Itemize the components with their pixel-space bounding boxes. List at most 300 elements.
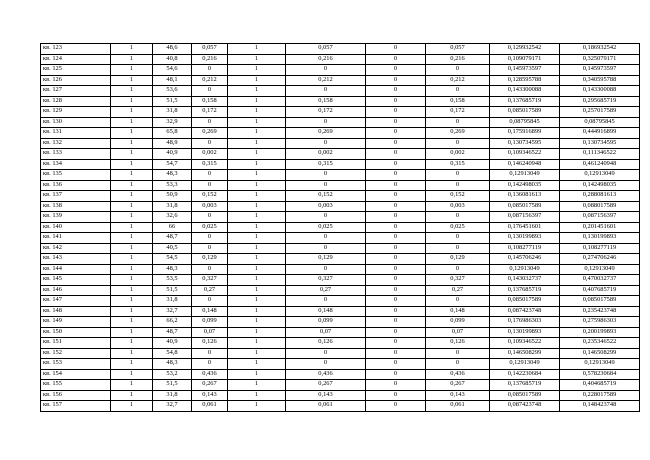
table-cell: 0,152: [192, 191, 228, 202]
table-cell: 0: [426, 170, 490, 181]
table-row: [41, 401, 640, 412]
table-cell: 0: [286, 243, 366, 254]
table-cell: 32,9: [153, 117, 192, 128]
table-cell: 0,07: [426, 327, 490, 338]
table-cell: 0: [366, 380, 426, 391]
table-cell: 0,327: [286, 275, 366, 286]
table-cell: 1: [111, 201, 153, 212]
table-cell: 1: [111, 306, 153, 317]
table-cell: 0,172: [192, 107, 228, 118]
table-row: [41, 86, 640, 97]
table-cell: 0,108277119: [490, 243, 560, 254]
apartment-label-cell: кв. 141: [41, 233, 111, 244]
table-cell: 0,126: [192, 338, 228, 349]
table-cell: 0: [366, 401, 426, 412]
table-cell: 1: [228, 296, 286, 307]
table-cell: 0,267: [286, 380, 366, 391]
table-cell: 0: [366, 390, 426, 401]
table-cell: 32,6: [153, 212, 192, 223]
apartment-label-cell: кв. 135: [41, 170, 111, 181]
table-cell: 0: [286, 138, 366, 149]
table-cell: 0,126: [286, 338, 366, 349]
table-cell: 32,7: [153, 401, 192, 412]
table-cell: 0,129932542: [490, 44, 560, 55]
table-cell: 0: [366, 306, 426, 317]
apartment-label-cell: кв. 143: [41, 254, 111, 265]
table-cell: 0,315: [286, 159, 366, 170]
table-cell: 0,003: [286, 201, 366, 212]
table-cell: 0,137685719: [490, 96, 560, 107]
table-cell: 1: [111, 222, 153, 233]
table-cell: 0,087156397: [560, 212, 640, 223]
table-cell: 1: [111, 317, 153, 328]
table-cell: 1: [111, 117, 153, 128]
table-cell: 0: [366, 44, 426, 55]
table-cell: 0,145973597: [490, 65, 560, 76]
table-cell: 0,061: [192, 401, 228, 412]
table-cell: 31,8: [153, 390, 192, 401]
table-cell: 51,5: [153, 285, 192, 296]
table-cell: 0: [426, 233, 490, 244]
table-cell: 0: [366, 191, 426, 202]
apartment-label-cell: кв. 149: [41, 317, 111, 328]
table-cell: 0,003: [192, 201, 228, 212]
table-cell: 0,470032737: [560, 275, 640, 286]
table-cell: 0,216: [192, 54, 228, 65]
table-row: [41, 317, 640, 328]
table-cell: 0: [366, 159, 426, 170]
table-row: [41, 117, 640, 128]
table-cell: 1: [111, 107, 153, 118]
table-cell: 1: [228, 317, 286, 328]
apartment-label-cell: кв. 128: [41, 96, 111, 107]
apartment-label-cell: кв. 124: [41, 54, 111, 65]
table-cell: 0: [192, 180, 228, 191]
table-cell: 1: [228, 191, 286, 202]
table-cell: 1: [111, 86, 153, 97]
table-cell: 0,025: [192, 222, 228, 233]
table-cell: 0,461240948: [560, 159, 640, 170]
table-cell: 0,436: [286, 369, 366, 380]
table-cell: 1: [228, 243, 286, 254]
table-cell: 1: [111, 254, 153, 265]
table-cell: 1: [228, 96, 286, 107]
table-cell: 1: [228, 254, 286, 265]
table-cell: 0,269: [286, 128, 366, 139]
table-cell: 0: [426, 264, 490, 275]
apartment-label-cell: кв. 140: [41, 222, 111, 233]
table-cell: 0,143: [426, 390, 490, 401]
table-cell: 0,002: [192, 149, 228, 160]
table-row: [41, 369, 640, 380]
table-cell: 0,578230684: [560, 369, 640, 380]
table-cell: 53,3: [153, 180, 192, 191]
table-cell: 1: [228, 306, 286, 317]
table-cell: 53,6: [153, 86, 192, 97]
table-cell: 0: [366, 96, 426, 107]
table-cell: 0,108277119: [560, 243, 640, 254]
table-cell: 1: [111, 338, 153, 349]
table-cell: 0: [286, 233, 366, 244]
table-cell: 1: [111, 159, 153, 170]
table-cell: 0,176451601: [490, 222, 560, 233]
table-cell: 0,130734595: [490, 138, 560, 149]
table-cell: 0,158: [192, 96, 228, 107]
table-cell: 54,7: [153, 159, 192, 170]
table-cell: 1: [228, 159, 286, 170]
apartment-label-cell: кв. 146: [41, 285, 111, 296]
table-cell: 0,407685719: [560, 285, 640, 296]
table-cell: 0,061: [286, 401, 366, 412]
table-cell: 1: [228, 86, 286, 97]
table-cell: 0,172: [426, 107, 490, 118]
table-cell: 0: [366, 201, 426, 212]
table-cell: 0,07: [192, 327, 228, 338]
table-cell: 48,3: [153, 359, 192, 370]
table-cell: 40,9: [153, 149, 192, 160]
table-cell: 1: [111, 285, 153, 296]
table-cell: 0,275986303: [560, 317, 640, 328]
table-cell: 0,057: [192, 44, 228, 55]
table-cell: 1: [228, 138, 286, 149]
table-cell: 0,212: [286, 75, 366, 86]
table-cell: 0,327: [426, 275, 490, 286]
table-cell: 0,212: [426, 75, 490, 86]
table-cell: 0: [426, 243, 490, 254]
table-cell: 0: [286, 170, 366, 181]
apartment-label-cell: кв. 130: [41, 117, 111, 128]
table-cell: 0,27: [286, 285, 366, 296]
table-cell: 1: [111, 191, 153, 202]
table-cell: 0,126: [426, 338, 490, 349]
table-cell: 0: [426, 138, 490, 149]
table-cell: 32,7: [153, 306, 192, 317]
table-cell: 0,145706246: [490, 254, 560, 265]
table-cell: 31,8: [153, 107, 192, 118]
apartment-label-cell: кв. 136: [41, 180, 111, 191]
table-cell: 31,8: [153, 201, 192, 212]
table-cell: 0: [192, 233, 228, 244]
table-cell: 0,142498035: [490, 180, 560, 191]
apartment-label-cell: кв. 123: [41, 44, 111, 55]
table-cell: 1: [111, 380, 153, 391]
table-cell: 0,143032737: [490, 275, 560, 286]
table-row: [41, 138, 640, 149]
table-cell: 0,148: [426, 306, 490, 317]
table-cell: 0: [426, 86, 490, 97]
apartment-label-cell: кв. 155: [41, 380, 111, 391]
table-cell: 0,315: [192, 159, 228, 170]
table-cell: 65,8: [153, 128, 192, 139]
table-cell: 0,143: [192, 390, 228, 401]
table-cell: 48,7: [153, 233, 192, 244]
apartment-label-cell: кв. 133: [41, 149, 111, 160]
table-row: [41, 44, 640, 55]
table-row: [41, 285, 640, 296]
table-cell: 0: [366, 54, 426, 65]
table-cell: 0: [366, 369, 426, 380]
table-cell: 0: [426, 117, 490, 128]
table-row: [41, 170, 640, 181]
table-cell: 0,27: [192, 285, 228, 296]
table-cell: 0: [366, 264, 426, 275]
table-cell: 0: [286, 264, 366, 275]
table-cell: 0: [366, 65, 426, 76]
table-cell: 0,07: [286, 327, 366, 338]
table-cell: 0,295685719: [560, 96, 640, 107]
apartment-label-cell: кв. 127: [41, 86, 111, 97]
table-row: [41, 96, 640, 107]
table-row: [41, 180, 640, 191]
table-cell: 0,212: [192, 75, 228, 86]
table-cell: 0: [426, 65, 490, 76]
table-cell: 48,3: [153, 170, 192, 181]
table-cell: 0,269: [426, 128, 490, 139]
table-cell: 0,087423748: [490, 401, 560, 412]
apartment-label-cell: кв. 138: [41, 201, 111, 212]
table-cell: 0,085017589: [490, 296, 560, 307]
table-cell: 0: [286, 348, 366, 359]
table-cell: 0,186932542: [560, 44, 640, 55]
table-cell: 1: [111, 233, 153, 244]
table-cell: 0,172: [286, 107, 366, 118]
table-cell: 0: [192, 212, 228, 223]
table-cell: 0,142498035: [560, 180, 640, 191]
table-cell: 0,12913049: [490, 170, 560, 181]
table-cell: 0,085017589: [560, 296, 640, 307]
table-cell: 0,087423748: [490, 306, 560, 317]
table-cell: 0: [366, 117, 426, 128]
table-cell: 0: [366, 296, 426, 307]
table-cell: 0,111346522: [560, 149, 640, 160]
table-cell: 0: [192, 170, 228, 181]
table-cell: 0,130734595: [560, 138, 640, 149]
apartment-label-cell: кв. 152: [41, 348, 111, 359]
table-cell: 0,129: [286, 254, 366, 265]
apartment-label-cell: кв. 142: [41, 243, 111, 254]
table-cell: 0: [192, 243, 228, 254]
table-cell: 40,8: [153, 54, 192, 65]
table-row: [41, 254, 640, 265]
table-row: [41, 390, 640, 401]
table-cell: 0,002: [426, 149, 490, 160]
table-cell: 0: [286, 117, 366, 128]
table-cell: 0: [366, 317, 426, 328]
table-cell: 0,201451601: [560, 222, 640, 233]
table-cell: 1: [228, 264, 286, 275]
table-cell: 0,327: [192, 275, 228, 286]
table-cell: 0,109346522: [490, 338, 560, 349]
table-cell: 0,12913049: [560, 264, 640, 275]
table-row: [41, 201, 640, 212]
table-cell: 0,136081613: [490, 191, 560, 202]
table-cell: 51,5: [153, 380, 192, 391]
apartment-label-cell: кв. 126: [41, 75, 111, 86]
table-cell: 0,267: [192, 380, 228, 391]
table-cell: 0,148: [192, 306, 228, 317]
table-cell: 0: [192, 117, 228, 128]
table-cell: 0,148423748: [560, 401, 640, 412]
table-cell: 0: [366, 338, 426, 349]
table-cell: 0,12913049: [560, 359, 640, 370]
table-cell: 0: [426, 180, 490, 191]
table-cell: 1: [111, 243, 153, 254]
table-cell: 0,404685719: [560, 380, 640, 391]
table-cell: 0,315: [426, 159, 490, 170]
table-cell: 0,235346522: [560, 338, 640, 349]
table-cell: 0,099: [286, 317, 366, 328]
table-cell: 0: [192, 348, 228, 359]
table-cell: 1: [228, 348, 286, 359]
table-cell: 1: [228, 149, 286, 160]
table-cell: 0: [192, 138, 228, 149]
apartment-label-cell: кв. 129: [41, 107, 111, 118]
table-row: [41, 243, 640, 254]
table-cell: 1: [228, 359, 286, 370]
table-cell: 1: [228, 401, 286, 412]
table-cell: 0: [286, 86, 366, 97]
table-cell: 0,08795845: [490, 117, 560, 128]
table-cell: 0: [366, 275, 426, 286]
table-cell: 1: [111, 369, 153, 380]
apartment-label-cell: кв. 139: [41, 212, 111, 223]
table-cell: 0: [426, 296, 490, 307]
table-row: [41, 128, 640, 139]
table-cell: 1: [228, 201, 286, 212]
table-cell: 0,143: [286, 390, 366, 401]
apartment-label-cell: кв. 150: [41, 327, 111, 338]
table-cell: 0: [366, 348, 426, 359]
table-cell: 0,228017589: [560, 390, 640, 401]
table-cell: 1: [111, 390, 153, 401]
table-cell: 0,109079171: [490, 54, 560, 65]
table-cell: 0: [366, 170, 426, 181]
table-cell: 0,128595788: [490, 75, 560, 86]
table-cell: 0,057: [286, 44, 366, 55]
table-cell: 1: [228, 275, 286, 286]
table-cell: 1: [111, 401, 153, 412]
table-row: [41, 264, 640, 275]
table-cell: 0,145973597: [560, 65, 640, 76]
table-cell: 1: [228, 65, 286, 76]
table-row: [41, 380, 640, 391]
table-cell: 0,099: [426, 317, 490, 328]
table-cell: 51,5: [153, 96, 192, 107]
table-cell: 0: [366, 359, 426, 370]
table-cell: 1: [228, 117, 286, 128]
table-cell: 0,12913049: [560, 170, 640, 181]
table-cell: 1: [111, 327, 153, 338]
table-cell: 0: [366, 285, 426, 296]
table-cell: 0,137685719: [490, 285, 560, 296]
table-cell: 0: [366, 212, 426, 223]
table-cell: 0,176986303: [490, 317, 560, 328]
table-cell: 0,129: [192, 254, 228, 265]
apartment-label-cell: кв. 147: [41, 296, 111, 307]
table-cell: 1: [111, 212, 153, 223]
table-cell: 0: [366, 149, 426, 160]
table-cell: 0: [286, 180, 366, 191]
table-row: [41, 191, 640, 202]
table-cell: 0: [366, 222, 426, 233]
table-cell: 0: [286, 65, 366, 76]
table-cell: 0,269: [192, 128, 228, 139]
table-cell: 0,146240948: [490, 159, 560, 170]
document-page: [40, 43, 640, 412]
table-cell: 0: [192, 296, 228, 307]
table-cell: 0: [366, 107, 426, 118]
table-cell: 1: [228, 180, 286, 191]
table-row: [41, 327, 640, 338]
table-cell: 0,003: [426, 201, 490, 212]
table-cell: 0,143300088: [560, 86, 640, 97]
apartment-label-cell: кв. 134: [41, 159, 111, 170]
table-row: [41, 159, 640, 170]
table-cell: 0,088017589: [560, 201, 640, 212]
table-cell: 1: [228, 128, 286, 139]
table-cell: 0,130199893: [560, 233, 640, 244]
table-row: [41, 212, 640, 223]
table-row: [41, 65, 640, 76]
table-row: [41, 107, 640, 118]
table-cell: 0,146508299: [490, 348, 560, 359]
table-cell: 54,8: [153, 348, 192, 359]
table-cell: 1: [111, 96, 153, 107]
table-cell: 0: [366, 128, 426, 139]
table-cell: 0,325079171: [560, 54, 640, 65]
table-cell: 48,3: [153, 264, 192, 275]
table-cell: 1: [111, 44, 153, 55]
apartment-label-cell: кв. 148: [41, 306, 111, 317]
table-cell: 0,274706246: [560, 254, 640, 265]
table-cell: 0: [192, 264, 228, 275]
table-cell: 0,267: [426, 380, 490, 391]
table-cell: 1: [111, 348, 153, 359]
table-cell: 0: [192, 86, 228, 97]
table-row: [41, 296, 640, 307]
table-cell: 0,085017589: [490, 201, 560, 212]
apartment-label-cell: кв. 156: [41, 390, 111, 401]
table-cell: 1: [111, 264, 153, 275]
table-cell: 0,087156397: [490, 212, 560, 223]
table-cell: 53,5: [153, 275, 192, 286]
apartment-label-cell: кв. 157: [41, 401, 111, 412]
table-row: [41, 233, 640, 244]
table-cell: 40,9: [153, 338, 192, 349]
table-cell: 1: [228, 75, 286, 86]
table-cell: 54,6: [153, 65, 192, 76]
table-cell: 1: [228, 390, 286, 401]
table-cell: 1: [111, 138, 153, 149]
table-cell: 1: [228, 369, 286, 380]
table-cell: 0: [366, 138, 426, 149]
table-row: [41, 359, 640, 370]
table-cell: 0,130199893: [490, 327, 560, 338]
table-cell: 1: [111, 128, 153, 139]
table-cell: 66: [153, 222, 192, 233]
table-cell: 0,025: [426, 222, 490, 233]
table-cell: 0,444916899: [560, 128, 640, 139]
table-cell: 0: [366, 180, 426, 191]
table-cell: 0,152: [426, 191, 490, 202]
table-cell: 0,130199893: [490, 233, 560, 244]
table-cell: 48,1: [153, 75, 192, 86]
table-cell: 0: [426, 359, 490, 370]
table-cell: 1: [228, 327, 286, 338]
apartment-label-cell: кв. 151: [41, 338, 111, 349]
table-cell: 1: [228, 44, 286, 55]
table-cell: 1: [228, 285, 286, 296]
